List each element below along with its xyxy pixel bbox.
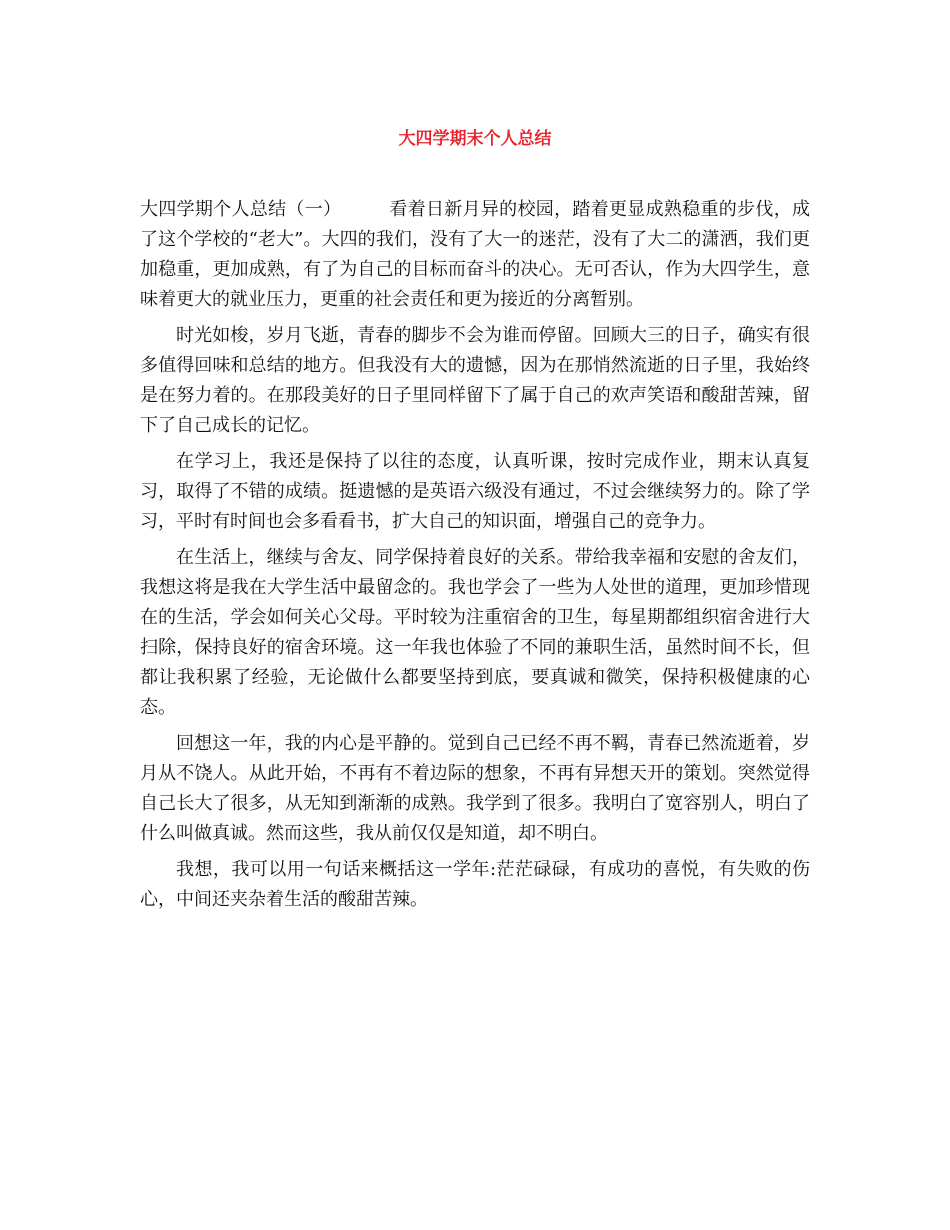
paragraph-1 (140, 195, 810, 315)
document-body (140, 195, 810, 921)
paragraph-2: 时光如梭，岁月飞逝，青春的脚步不会为谁而停留。回顾大三的日子，确实有很多值得回味和总结的地方。但我没有大的遗憾，因为在那悄然流逝的日子里，我始终是在努力着的。在那段美好的日子里同样留下了属于自己的欢声笑语和酸甜苦辣，留下了自己成长的记忆。 (140, 325, 810, 436)
paragraph-6: 我想，我可以用一句话来概括这一学年:茫茫碌碌，有成功的喜悦，有失败的伤心，中间还夹杂着生活的酸甜苦辣。 (140, 859, 810, 910)
paragraph-1-text: 看着日新月异的校园，踏着更显成熟稳重的步伐，成了这个学校的“老大”。大四的我们，没有了大一的迷茫，没有了大二的潇洒，我们更加稳重，更加成熟，有了为自己的目标而奋斗的决心。无可否认，作为大四学生，意味着更大的就业压力，更重的社会责任和更为接近的分离暂别。 (140, 199, 811, 310)
paragraph-3: 在学习上，我还是保持了以往的态度，认真听课，按时完成作业，期末认真复习，取得了不错的成绩。挺遗憾的是英语六级没有通过，不过会继续努力的。除了学习，平时有时间也会多看看书，扩大自己的知识面，增强自己的竞争力。 (140, 451, 810, 532)
paragraph-4: 在生活上，继续与舍友、同学保持着良好的关系。带给我幸福和安慰的舍友们，我想这将是我在大学生活中最留念的。我也学会了一些为人处世的道理，更加珍惜现在的生活，学会如何关心父母。平时较为注重宿舍的卫生，每星期都组织宿舍进行大扫除，保持良好的宿舍环境。这一年我也体验了不同的兼职生活，虽然时间不长，但都让我积累了经验，无论做什么都要坚持到底，要真诚和微笑，保持积极健康的心态。 (140, 547, 810, 718)
section-heading: 大四学期个人总结（一） (140, 199, 342, 220)
paragraph-5: 回想这一年，我的内心是平静的。觉到自己已经不再不羁，青春已然流逝着，岁月从不饶人。从此开始，不再有不着边际的想象，不再有异想天开的策划。突然觉得自己长大了很多，从无知到渐渐的成熟。我学到了很多。我明白了宽容别人，明白了什么叫做真诚。然而这些，我从前仅仅是知道，却不明白。 (140, 733, 810, 844)
document-title: 大四学期末个人总结 (398, 129, 552, 149)
